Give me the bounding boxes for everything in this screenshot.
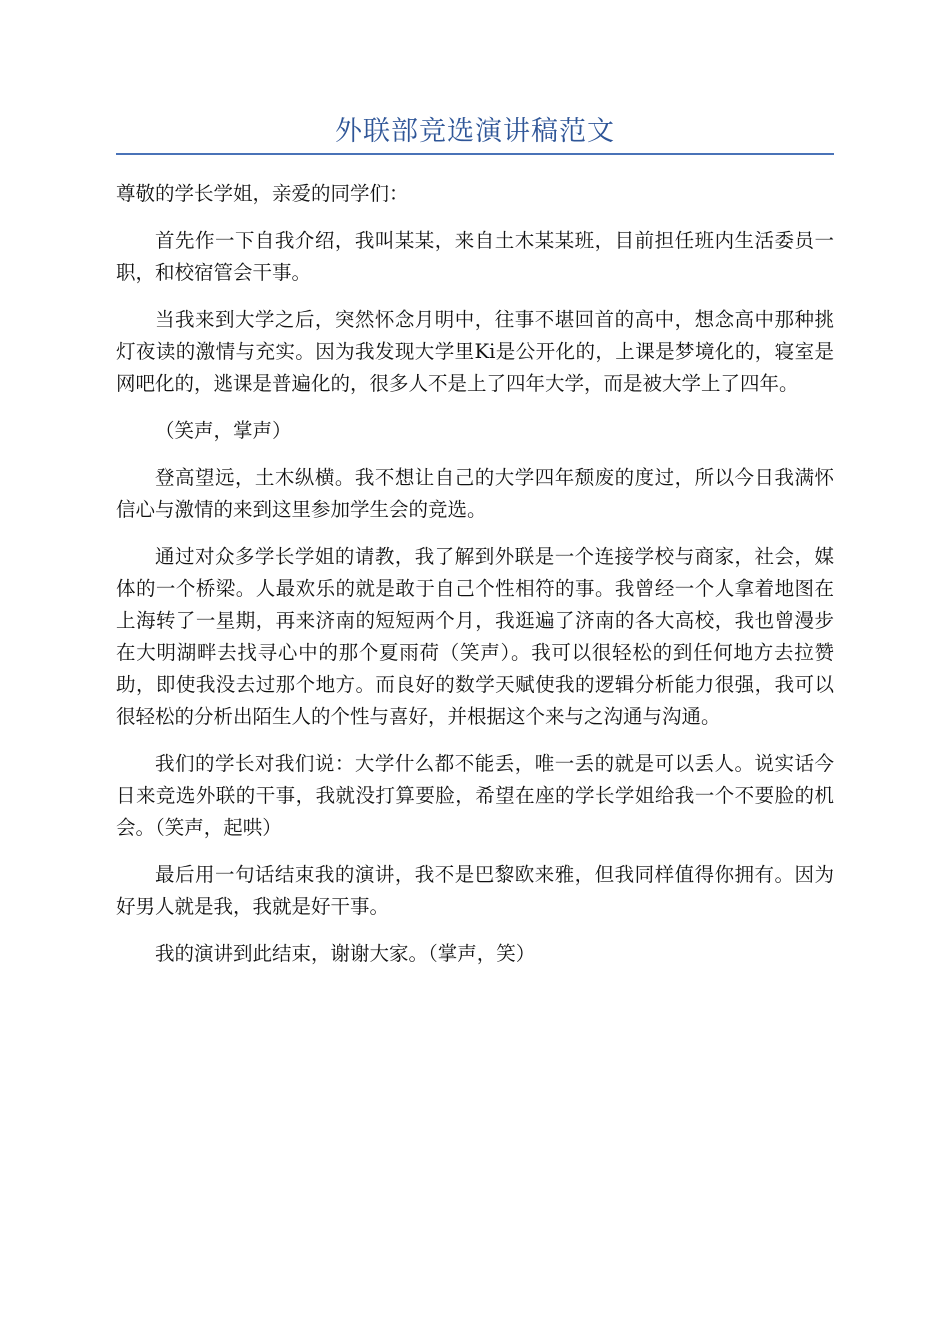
paragraph-motivation: 登高望远，土木纵横。我不想让自己的大学四年颓废的度过，所以今日我满怀信心与激情的来到这里参加学生会的竞选。 (116, 466, 834, 521)
document-body (116, 178, 834, 985)
paragraph-closing-line: 最后用一句话结束我的演讲，我不是巴黎欧来雅，但我同样值得你拥有。因为好男人就是我，我就是好干事。 (116, 863, 834, 918)
document-title: 外联部竞选演讲稿范文 (335, 116, 615, 147)
paragraph-qualifications: 通过对众多学长学姐的请教，我了解到外联是一个连接学校与商家，社会，媒体的一个桥梁。人最欢乐的就是敢于自己个性相符的事。我曾经一个人拿着地图在上海转了一星期，再来济南的短短两个月，我逛遍了济南的各大高校，我也曾漫步在大明湖畔去找寻心中的那个夏雨荷（笑声）。我可以很轻松的到任何地方去拉赞助，即使我没去过那个地方。而良好的数学天赋使我的逻辑分析能力很强，我可以很轻松的分析出陌生人的个性与喜好，并根据这个来与之沟通与沟通。 (116, 545, 834, 728)
title-underline (116, 153, 834, 155)
paragraph-thanks: 我的演讲到此结束，谢谢大家。（掌声，笑） (155, 942, 536, 965)
paragraph-audience-reaction: （笑声，掌声） (155, 419, 292, 442)
salutation: 尊敬的学长学姐，亲爱的同学们： (116, 182, 409, 205)
paragraph-senior-advice: 我们的学长对我们说：大学什么都不能丢，唯一丢的就是可以丢人。说实话今日来竞选外联的干事，我就没打算要脸，希望在座的学长学姐给我一个不要脸的机会。（笑声，起哄） (116, 752, 834, 839)
paragraph-college-life: 当我来到大学之后，突然怀念月明中，往事不堪回首的高中，想念高中那种挑灯夜读的激情与充实。因为我发现大学里Ki是公开化的，上课是梦境化的，寝室是网吧化的，逃课是普遍化的，很多人不是上了四年大学，而是被大学上了四年。 (116, 308, 834, 395)
paragraph-introduction: 首先作一下自我介绍，我叫某某，来自土木某某班，目前担任班内生活委员一职，和校宿管会干事。 (116, 229, 834, 284)
